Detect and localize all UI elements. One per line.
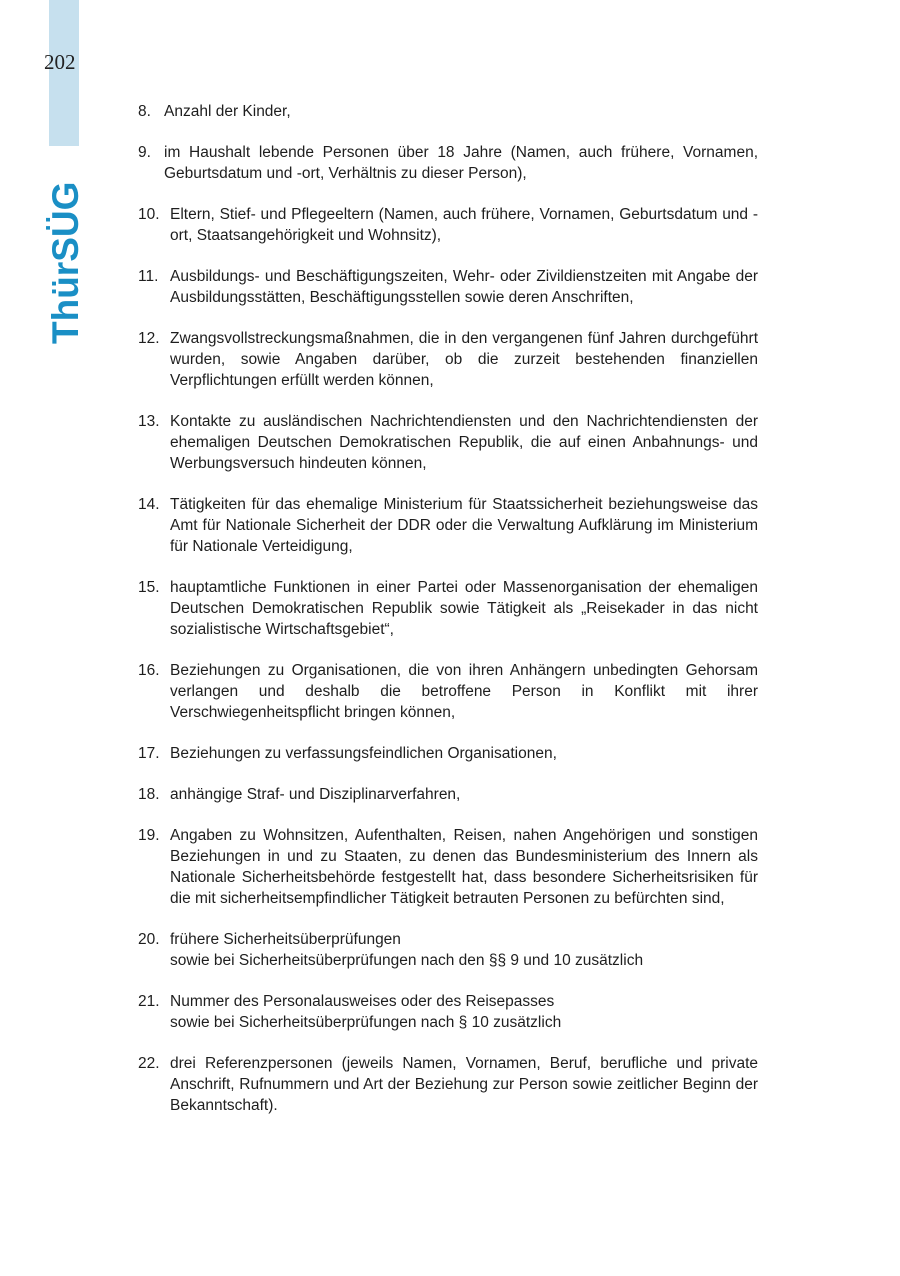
list-item [138,142,758,184]
list-item [138,266,758,308]
item-line: sowie bei Sicherheitsüberprüfungen nach den §§ 9 und 10 zusätzlich [170,952,644,969]
item-text: anhängige Straf- und Disziplinarverfahren, [170,786,461,803]
item-number: 22. [138,1055,160,1072]
item-number: 9. [138,144,151,161]
list-item [138,328,758,391]
item-number: 21. [138,993,160,1010]
item-number: 14. [138,496,160,513]
list-item [138,929,758,971]
list-item [138,991,758,1033]
list-item [138,825,758,909]
item-text: Angaben zu Wohnsitzen, Aufenthalten, Reisen, nahen Angehörigen und sonstigen Beziehungen in und zu Staaten, zu denen das Bundesministerium des Innern als Nationale Sicherheitsbehörde festgestellt hat, dass besondere Sicherheitsrisiken für die mit sicherheitsempfindlicher Tätigkeit betrauten Personen zu befürchten sind, [170,827,758,907]
item-line: frühere Sicherheitsüberprüfungen [170,931,401,948]
item-number: 19. [138,827,160,844]
item-text: Kontakte zu ausländischen Nachrichtendiensten und den Nachrichtendiensten der ehemaligen Deutschen Demokratischen Republik, die auf einen Anbahnungs- und Werbungsversuch hindeuten können, [170,413,758,472]
item-number: 8. [138,103,151,120]
item-text: im Haushalt lebende Personen über 18 Jahre (Namen, auch frühere, Vornamen, Geburtsdatum und -ort, Verhältnis zu dieser Person), [164,144,758,182]
item-text: Eltern, Stief- und Pflegeeltern (Namen, auch frühere, Vornamen, Geburtsdatum und -ort, Staatsangehörigkeit und Wohnsitz), [170,206,758,244]
item-text: Beziehungen zu verfassungsfeindlichen Organisationen, [170,745,557,762]
item-number: 17. [138,745,160,762]
item-text: hauptamtliche Funktionen in einer Partei oder Massenorganisation der ehemaligen Deutschen Demokratischen Republik sowie Tätigkeit als „Reisekader in das nicht sozialistische Wirtschaftsgebiet“, [170,579,758,638]
item-number: 20. [138,931,160,948]
item-number: 15. [138,579,160,596]
list-item [138,784,758,805]
list-item [138,743,758,764]
list-item [138,101,758,122]
numbered-list [138,101,758,1136]
item-number: 11. [138,268,159,285]
list-item [138,204,758,246]
item-line: sowie bei Sicherheitsüberprüfungen nach § 10 zusätzlich [170,1014,562,1031]
running-head: ThürSÜG [45,181,86,344]
item-number: 12. [138,330,160,347]
item-text [170,991,758,1033]
item-text: Beziehungen zu Organisationen, die von ihren Anhängern unbedingten Gehorsam verlangen und deshalb die betroffene Person in Konflikt mit ihrer Verschwiegenheitspflicht bringen können, [170,662,758,721]
item-text: Anzahl der Kinder, [164,103,291,120]
item-text [170,929,758,971]
item-text: Ausbildungs- und Beschäftigungszeiten, Wehr- oder Zivildienstzeiten mit Angabe der Ausbildungsstätten, Beschäftigungsstellen sowie deren Anschriften, [170,268,758,306]
item-number: 10. [138,206,160,223]
page-number: 202 [44,50,76,74]
item-number: 16. [138,662,160,679]
item-text: drei Referenzpersonen (jeweils Namen, Vornamen, Beruf, berufliche und private Anschrift, Rufnummern und Art der Beziehung zur Person sowie zeitlicher Beginn der Bekanntschaft). [170,1055,758,1114]
item-text: Zwangsvollstreckungsmaßnahmen, die in den vergangenen fünf Jahren durchgeführt wurden, sowie Angaben darüber, ob die zurzeit bestehenden finanziellen Verpflichtungen erfüllt werden können, [170,330,758,389]
list-item [138,1053,758,1116]
list-item [138,577,758,640]
item-number: 18. [138,786,160,803]
item-line: Nummer des Personalausweises oder des Reisepasses [170,993,555,1010]
list-item [138,660,758,723]
list-item [138,494,758,557]
list-item [138,411,758,474]
item-text: Tätigkeiten für das ehemalige Ministerium für Staatssicherheit beziehungsweise das Amt für Nationale Sicherheit der DDR oder die Verwaltung Aufklärung im Ministerium für Nationale Verteidigung, [170,496,758,555]
item-number: 13. [138,413,160,430]
